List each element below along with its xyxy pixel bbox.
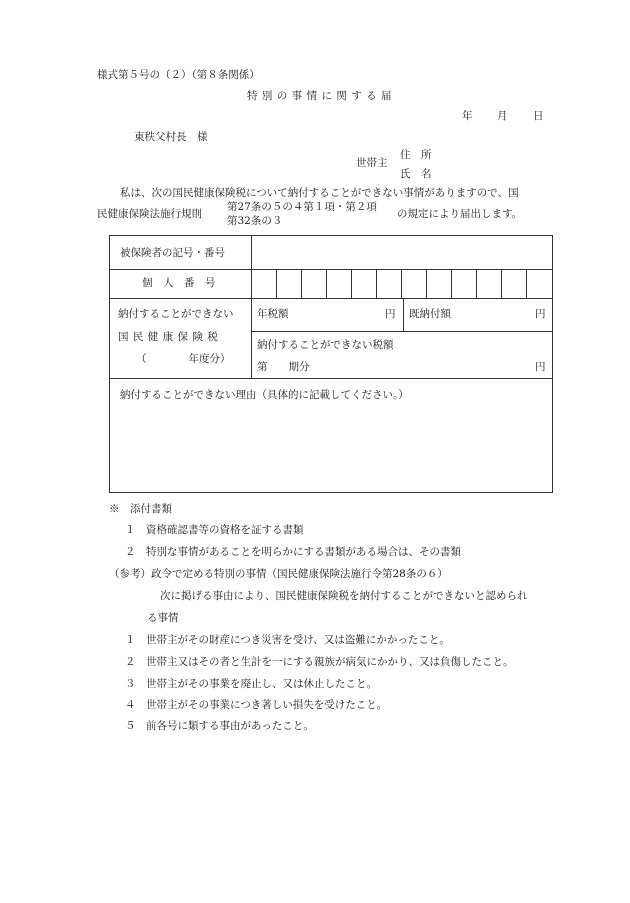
digit-box-divider	[526, 269, 527, 298]
digit-box-divider	[326, 269, 327, 298]
row-divider	[110, 378, 552, 379]
annual-tax-label: 年税額	[257, 308, 289, 320]
tax-label-line-2: 国 民 健 康 保 険 税	[118, 331, 219, 343]
paid-amount-label: 既納付額	[409, 308, 451, 320]
reference-item: １ 世帯主がその財産につき災害を受け、又は盗難にかかったこと。	[125, 634, 450, 646]
statement-prefix: 民健康保険法施行規則	[97, 208, 202, 220]
digit-box-divider	[351, 269, 352, 298]
installment-period-label: 第 期分	[257, 361, 310, 373]
tax-label-line-3: （ 年度分）	[136, 353, 231, 365]
household-head-label: 世帯主	[356, 157, 388, 169]
statement-suffix: の規定により届出します。	[397, 208, 523, 220]
reference-intro-line-1: 次に掲げる事由により、国民健康保険税を納付することができないと認められ	[160, 590, 528, 602]
annual-tax-yen: 円	[385, 308, 396, 320]
form-number: 様式第５号の（２）（第８条関係）	[97, 69, 260, 81]
digit-box-divider	[376, 269, 377, 298]
name-label: 氏 名	[400, 168, 432, 180]
column-divider	[251, 236, 252, 378]
reference-item: ４ 世帯主がその事業につき著しい損失を受けたこと。	[125, 699, 388, 711]
reason-label: 納付することができない理由（具体的に記載してください。）	[120, 389, 409, 401]
digit-box-divider	[476, 269, 477, 298]
paid-amount-yen: 円	[535, 308, 546, 320]
statement-article-b: 第32条の３	[227, 215, 283, 227]
row-divider	[110, 298, 552, 299]
unpaid-tax-yen: 円	[535, 361, 546, 373]
date-day-label: 日	[533, 110, 544, 122]
digit-box-divider	[501, 269, 502, 298]
digit-box-divider	[426, 269, 427, 298]
document-title: 特 別 の 事 情 に 関 す る 届	[247, 90, 393, 102]
address-label: 住 所	[400, 149, 432, 161]
digit-box-divider	[301, 269, 302, 298]
statement-line-1: 私は、次の国民健康保険税について納付することができない事情がありますので、国	[120, 187, 519, 199]
date-month-label: 月	[497, 110, 508, 122]
attachment-item: １ 資格確認書等の資格を証する書類	[125, 524, 304, 536]
reference-item: ２ 世帯主又はその者と生計を一にする親族が病気にかかり、又は負傷したこと。	[125, 656, 514, 668]
row-divider	[110, 269, 552, 270]
application-table	[109, 235, 553, 493]
addressee: 東秩父村長 様	[134, 131, 208, 143]
personal-number-label: 個 人 番 号	[142, 277, 216, 289]
digit-box-divider	[276, 269, 277, 298]
insured-number-label: 被保険者の記号・番号	[120, 247, 225, 259]
reference-intro-line-2: る事情	[147, 612, 179, 624]
attachment-item: ２ 特別な事情があることを明らかにする書類がある場合は、その書類	[125, 546, 461, 558]
reference-item: ３ 世帯主がその事業を廃止し、又は休止したこと。	[125, 678, 377, 690]
column-divider	[403, 298, 404, 331]
date-year-label: 年	[462, 110, 473, 122]
tax-label-line-1: 納付することができない	[118, 308, 234, 320]
digit-box-divider	[401, 269, 402, 298]
reference-heading: （参考）政令で定める特別の事情（国民健康保険法施行令第28条の６）	[109, 568, 448, 580]
unpaid-tax-label: 納付することができない税額	[257, 339, 394, 351]
statement-article-a: 第27条の５の４第１項・第２項	[227, 201, 377, 213]
attachments-heading: ※ 添付書類	[109, 503, 172, 515]
row-divider	[251, 331, 552, 332]
digit-box-divider	[451, 269, 452, 298]
reference-item: ５ 前各号に類する事由があったこと。	[125, 720, 314, 732]
